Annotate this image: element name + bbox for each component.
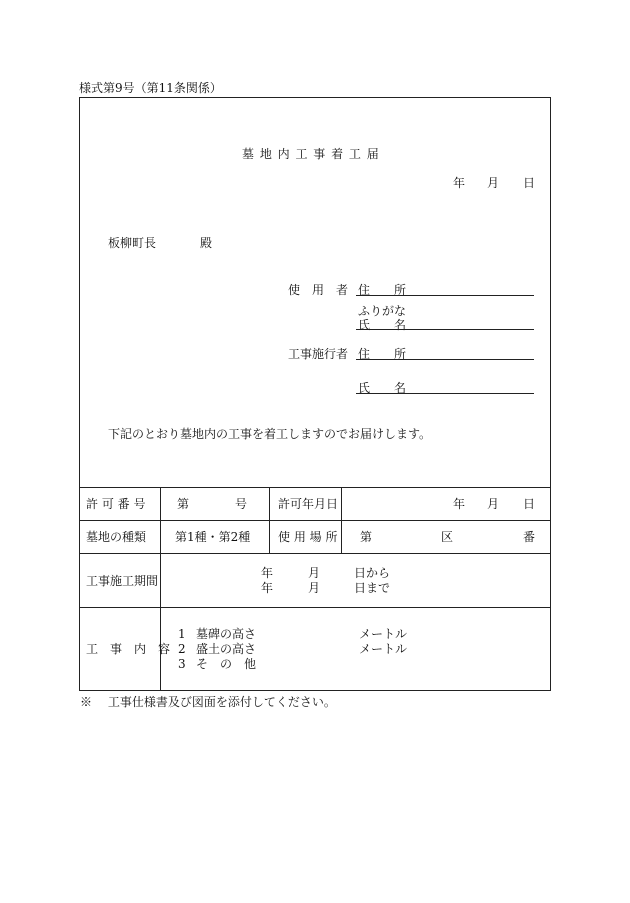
permit-number-prefix: 第: [177, 497, 190, 511]
permit-date-month: 月: [487, 497, 500, 511]
table-label-column-rule: [160, 487, 161, 691]
grave-type-value: 第1種・第2種: [175, 530, 251, 544]
period-from-month: 月: [308, 566, 321, 580]
period-label: 工事施工期間: [86, 574, 159, 588]
footnote: ※ 工事仕様書及び図面を添付してください。: [80, 695, 336, 709]
period-from-suffix: 日から: [354, 566, 391, 580]
contractor-address-field[interactable]: [356, 359, 534, 360]
table-row-rule-1: [79, 520, 551, 521]
user-furigana-label: ふりがな: [358, 304, 407, 318]
content-item-text: 盛土の高さ: [196, 642, 257, 656]
content-item-num: 2: [178, 642, 186, 656]
user-label: 使 用 者: [288, 283, 349, 297]
content-item-num: 3: [178, 657, 186, 671]
content-item-unit: メートル: [359, 627, 408, 641]
use-place-label: 使 用 場 所: [278, 530, 338, 544]
addressee-name: 板柳町長: [108, 236, 157, 250]
use-place-number: 番: [523, 530, 536, 544]
content-item-num: 1: [178, 627, 186, 641]
permit-number-suffix: 号: [235, 497, 248, 511]
permit-number-label: 許 可 番 号: [86, 497, 146, 511]
form-frame: [79, 97, 551, 691]
user-address-label: 住 所: [358, 283, 407, 297]
form-title: 墓 地 内 工 事 着 工 届: [242, 147, 380, 161]
content-label: 工 事 内 容: [86, 642, 171, 656]
addressee-honorific: 殿: [200, 236, 213, 250]
contractor-address-label: 住 所: [358, 347, 407, 361]
content-item-text: そ の 他: [196, 657, 257, 671]
permit-date-year: 年: [453, 497, 466, 511]
table-top-rule: [79, 487, 551, 488]
submission-date-month: 月: [487, 176, 500, 190]
user-name-label: 氏 名: [358, 318, 407, 332]
content-item-unit: メートル: [359, 642, 408, 656]
table-row-rule-3: [79, 607, 551, 608]
submission-date-day: 日: [523, 176, 536, 190]
contractor-name-field[interactable]: [356, 393, 534, 394]
permit-date-day: 日: [523, 497, 536, 511]
table-mid-column-rule-2: [341, 487, 342, 553]
contractor-label: 工事施行者: [288, 347, 349, 361]
grave-type-label: 墓地の種類: [86, 530, 147, 544]
contractor-name-label: 氏 名: [358, 381, 407, 395]
user-address-field[interactable]: [356, 295, 534, 296]
period-to-suffix: 日まで: [354, 581, 391, 595]
form-style-label: 様式第9号（第11条関係）: [79, 81, 222, 95]
period-from-year: 年: [261, 566, 274, 580]
use-place-prefix: 第: [360, 530, 373, 544]
statement-text: 下記のとおり墓地内の工事を着工しますのでお届けします。: [108, 427, 432, 441]
period-to-year: 年: [261, 581, 274, 595]
use-place-ward: 区: [441, 530, 454, 544]
table-mid-column-rule-1: [269, 487, 270, 553]
period-to-month: 月: [308, 581, 321, 595]
user-name-field[interactable]: [356, 329, 534, 330]
table-row-rule-2: [79, 553, 551, 554]
permit-date-label: 許可年月日: [278, 497, 339, 511]
submission-date-year: 年: [453, 176, 466, 190]
content-item-text: 墓碑の高さ: [196, 627, 257, 641]
